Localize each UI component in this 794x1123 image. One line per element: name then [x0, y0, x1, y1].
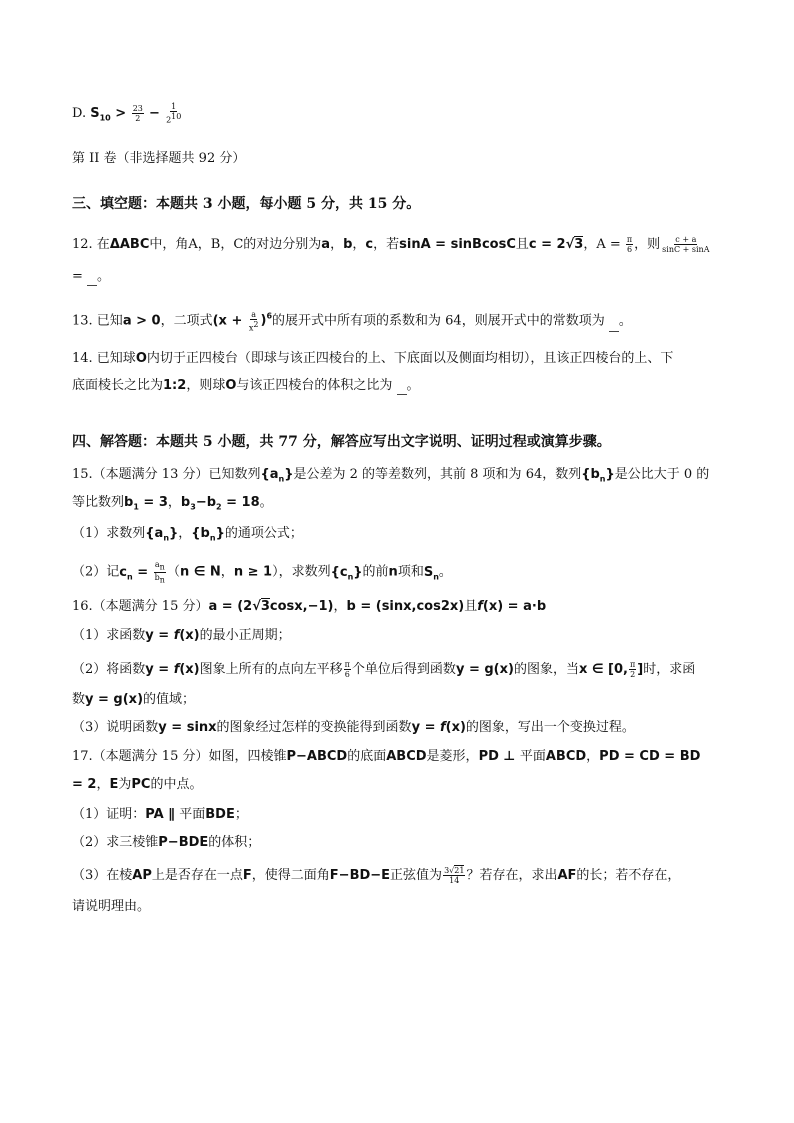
question-16-part2: （2）将函数y = f(x)图象上所有的点向左平移 $\frac{\pi}{6}$ 个单位后得到函数y = g(x)的图象，当x ∈ [0, $\frac{\pi}{2}$ ]时，求函: [72, 660, 696, 679]
question-16-part3: （3）说明函数y = sinx的图象经过怎样的变换能得到函数y = f(x)的图象，写出一个变换过程。: [72, 720, 635, 735]
question-13: 13. 已知a > 0，二项式(x + $\frac{a}{x^2}$ )$^6$的展开式中所有项的系数和为 64，则展开式中的常数项为 。: [72, 309, 632, 333]
question-17-part3-cont: 请说明理由。: [72, 899, 151, 914]
question-15-cont: 等比数列$b_1 = 3$，$b_3-b_2 = 18$。: [72, 495, 273, 512]
question-16-part2-cont: 数y = g(x)的值域；: [72, 692, 196, 707]
option-d: D. $S_{10}$ > $\frac{23}{2}$ − $\frac{1}{2^{10}}$: [72, 102, 182, 125]
option-d-prefix: D.: [72, 105, 91, 121]
question-17: 17.（本题满分 15 分）如图，四棱锥P−ABCD的底面ABCD是菱形，PD ⊥ 平面ABCD，PD = CD = BD: [72, 749, 701, 764]
section-three-heading: 三、填空题：本题共 3 小题，每小题 5 分，共 15 分。: [72, 196, 421, 212]
fraction: $\frac{1}{2^{10}}$: [166, 102, 182, 125]
question-17-part1: （1）证明：PA ∥ 平面BDE；: [72, 807, 248, 822]
question-14: 14. 已知球O内切于正四棱台（即球与该正四棱台的上、下底面以及侧面均相切），且该正四棱台的上、下: [72, 351, 674, 366]
question-12-cont: = 。: [72, 269, 111, 284]
question-17-part2: （2）求三棱锥P−BDE的体积；: [72, 835, 261, 850]
question-12: 12. 在ΔABC中，角A，B，C的对边分别为a，b，c，若sinA = sinBcosC且c = 2√3，A = $\frac{\pi}{6}$ ，则 $\frac{c + a}{\sin C + \sin A}$: [72, 235, 710, 254]
fraction: $\frac{23}{2}$: [132, 103, 143, 123]
section-ii-label: 第 II 卷（非选择题共 92 分）: [72, 151, 246, 166]
answer-blank[interactable]: [609, 319, 619, 332]
question-17-part3: （3）在棱AP上是否存在一点F，使得二面角F−BD−E正弦值为 $\frac{3√21}{14}$ ？若存在，求出AF的长；若不存在，: [72, 866, 681, 885]
question-15-part1: （1）求数列$\{a_n\}$，$\{b_n\}$的通项公式；: [72, 526, 303, 543]
question-16-part1: （1）求函数y = f(x)的最小正周期；: [72, 628, 291, 643]
question-15-part2: （2）记$c_n$ = $\frac{a_n}{b_n}$ （n ∈ N，n ≥ 1），求数列$\{c_n\}$的前n项和$S_n$。: [72, 560, 452, 585]
question-17-cont: = 2，E为PC的中点。: [72, 777, 203, 792]
section-four-heading: 四、解答题：本题共 5 小题，共 77 分，解答应写出文字说明、证明过程或演算步骤。: [72, 434, 611, 450]
answer-blank[interactable]: [87, 273, 97, 286]
question-14-cont: 底面棱长之比为1:2，则球O与该正四棱台的体积之比为 。: [72, 378, 420, 393]
question-16: 16.（本题满分 15 分）a = (2√3cosx,−1)，b = (sinx,cos2x)且f(x) = a·b: [72, 599, 547, 614]
answer-blank[interactable]: [397, 382, 407, 395]
question-15: 15.（本题满分 13 分）已知数列$\{a_n\}$是公差为 2 的等差数列，其前 8 项和为 64，数列$\{b_n\}$是公比大于 0 的: [72, 467, 710, 484]
